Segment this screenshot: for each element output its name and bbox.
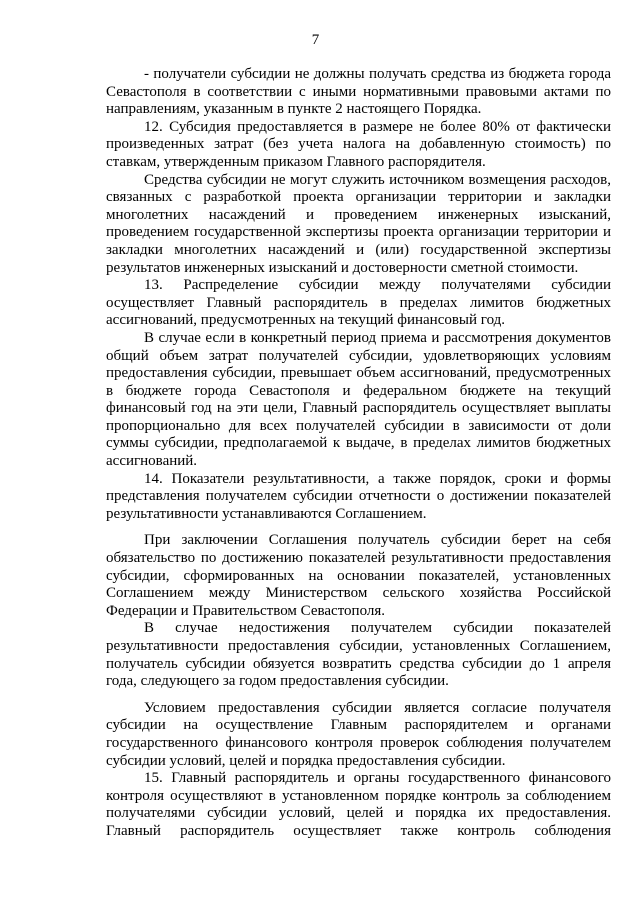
paragraph-item-12: 12. Субсидия предоставляется в размере не более 80% от фактически произведенных затрат (без учета налога на добавленную стоимость) по ставкам, утвержденным приказом Главного распорядителя.: [106, 118, 611, 170]
paragraph-proportional-payments: В случае если в конкретный период приема и рассмотрения документов общий объем затрат получателей субсидии, удовлетворяющих условиям предоставления субсидии, превышает объем ассигнований, предусмотренных в бюджете города Севастополя и федеральном бюджете на текущий финансовый год на эти цели, Главный распорядитель осуществляет выплаты пропорционально для всех получателей субсидии в зависимости от доли суммы субсидии, предполагаемой к выдаче, в пределах лимитов бюджетных ассигнований.: [106, 329, 611, 470]
page-number: 7: [311, 32, 320, 48]
paragraph-item-13: 13. Распределение субсидии между получателями субсидии осуществляет Главный распорядитель в пределах лимитов бюджетных ассигнований, предусмотренных на текущий финансовый год.: [106, 277, 611, 329]
paragraph-item-15: 15. Главный распорядитель и органы государственного финансового контроля осуществляют в установленном порядке контроль за соблюдением получателями субсидии условий, целей и порядка их предоставления. Главный распорядитель осуществляет также контроль соблюдения: [106, 770, 611, 839]
paragraph-recipients-restriction: - получатели субсидии не должны получать средства из бюджета города Севастополя в соответствии с иными нормативными правовыми актами по направлениям, указанным в пункте 2 настоящего Порядка.: [106, 66, 611, 118]
paragraph-non-achievement: В случае недостижения получателем субсидии показателей результативности предоставления субсидии, установленных Соглашением, получатель субсидии обязуется возвратить средства субсидии до 1 апреля года, следующего за годом предоставления субсидии.: [106, 620, 611, 690]
paragraph-consent-condition: Условием предоставления субсидии является согласие получателя субсидии на осуществление Главным распорядителем и органами государственного финансового контроля проверок соблюдения получателем субсидии условий, целей и порядка предоставления субсидии.: [106, 699, 611, 769]
body-text: [106, 66, 611, 841]
paragraph-funds-exclusion: Средства субсидии не могут служить источником возмещения расходов, связанных с разработкой проекта организации территории и закладки многолетних насаждений и проведением инженерных изысканий, проведением государственной экспертизы проекта организации территории и закладки многолетних насаждений и (или) государственной экспертизы результатов инженерных изысканий и достоверности сметной стоимости.: [106, 171, 611, 276]
paragraph-item-14: 14. Показатели результативности, а также порядок, сроки и формы представления получателем субсидии отчетности о достижении показателей результативности устанавливаются Соглашением.: [106, 470, 611, 522]
paragraph-agreement-obligation: При заключении Соглашения получатель субсидии берет на себя обязательство по достижению показателей результативности предоставления субсидии, сформированных на основании показателей, установленных Соглашением между Министерством сельского хозяйства Российской Федерации и Правительством Севастополя.: [106, 532, 611, 619]
